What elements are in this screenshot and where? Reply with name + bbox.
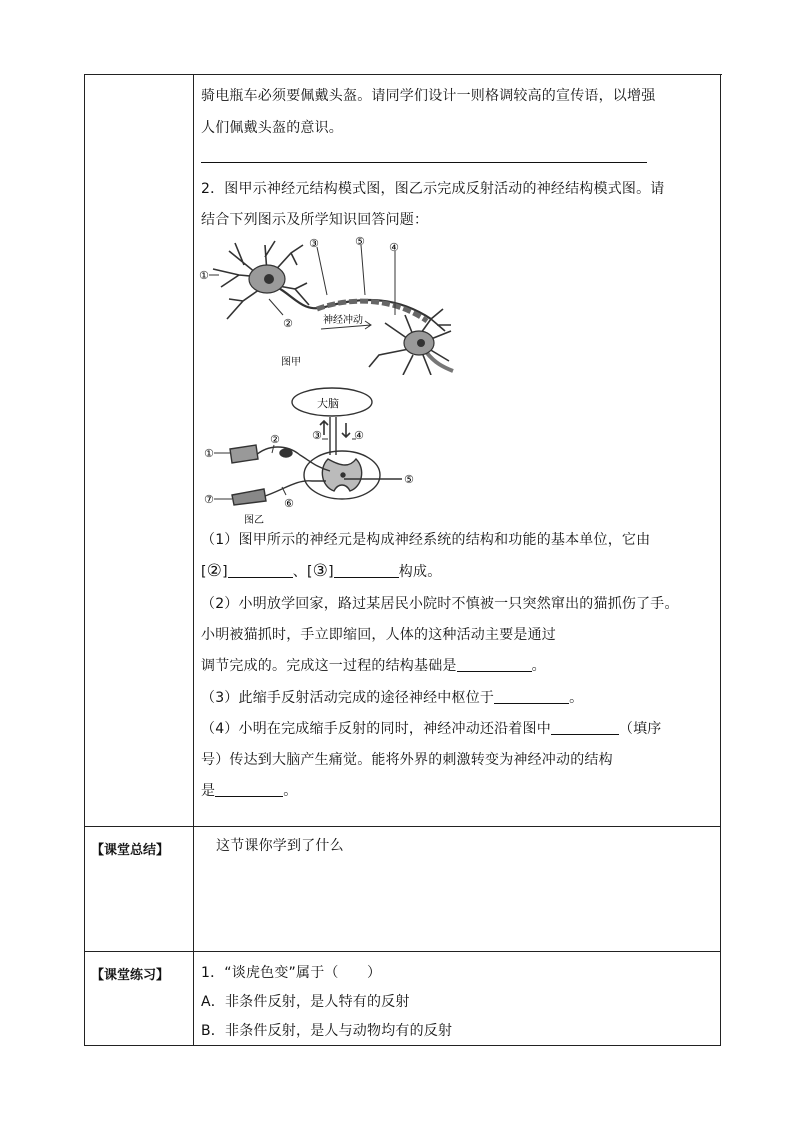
impulse-label: 神经冲动 — [323, 315, 363, 326]
figure-caption: 图乙 — [244, 515, 264, 526]
question-2-text: （2）小明放学回家，路过某居民小院时不慎被一只突然窜出的猫抓伤了手。 — [201, 596, 679, 612]
question-2-line: 2．图甲示神经元结构模式图，图乙示完成反射活动的神经结构模式图。请 — [201, 181, 665, 197]
text-fragment: 是 — [201, 783, 216, 799]
exercise-cell — [194, 75, 721, 826]
text-line: 人们佩戴头盔的意识。 — [201, 120, 343, 136]
text-fragment: 。 — [283, 783, 298, 799]
option-b[interactable]: B．非条件反射，是人与动物均有的反射 — [201, 1023, 453, 1039]
question-3-line — [201, 687, 583, 707]
figure-label: ⑦ — [204, 493, 214, 506]
summary-cell[interactable] — [194, 827, 721, 951]
question-2-blank-line — [201, 655, 546, 675]
summary-row — [85, 827, 721, 952]
row-label-empty — [85, 75, 194, 826]
bracket: ] — [222, 564, 228, 580]
text-fragment: 构成。 — [398, 564, 442, 580]
option-a[interactable]: A．非条件反射，是人特有的反射 — [201, 994, 410, 1010]
figure-label: ⑤ — [355, 235, 365, 248]
figure-label: ① — [204, 447, 214, 460]
answer-blank[interactable] — [215, 782, 283, 797]
text-fragment: 调节完成的。完成这一过程的结构基础是 — [201, 658, 457, 674]
text-fragment: 。 — [531, 658, 546, 674]
question-1-blanks — [201, 561, 441, 581]
figure-label: ⑥ — [284, 497, 294, 510]
answer-blank[interactable] — [228, 563, 293, 578]
practice-label-cell — [85, 952, 194, 1045]
summary-label-cell — [85, 827, 194, 951]
practice-row — [85, 952, 721, 1046]
question-1-text: （1）图甲所示的神经元是构成神经系统的结构和功能的基本单位，它由 — [201, 532, 651, 548]
summary-label: 【课堂总结】 — [91, 843, 170, 858]
answer-blank[interactable] — [494, 689, 569, 704]
practice-label: 【课堂练习】 — [91, 968, 170, 983]
brain-label: 大脑 — [317, 397, 339, 410]
text-fragment: （填序 — [618, 721, 662, 737]
bracket: ] — [328, 564, 334, 580]
number-2: ② — [206, 561, 223, 581]
bracket: [ — [201, 564, 207, 580]
figure-label: ④ — [389, 241, 399, 254]
figure-label: ① — [199, 269, 209, 282]
question-2-line: 结合下列图示及所学知识回答问题： — [201, 212, 429, 228]
number-3: ③ — [312, 561, 329, 581]
practice-cell — [194, 952, 721, 1045]
question-4-line — [201, 718, 662, 738]
text-line: 骑电瓶车必须要佩戴头盔。请同学们设计一则格调较高的宣传语，以增强 — [201, 88, 656, 104]
lesson-table — [84, 74, 722, 1046]
figure-reflex-arc — [204, 387, 444, 527]
question-4-blank-line — [201, 780, 297, 800]
figure-label: ② — [270, 433, 280, 446]
figure-label: ② — [283, 317, 293, 330]
answer-blank[interactable] — [457, 657, 532, 672]
figure-label: ③ — [309, 237, 319, 250]
exercise-row — [85, 75, 721, 827]
answer-line[interactable] — [201, 162, 647, 163]
answer-blank[interactable] — [551, 720, 619, 735]
text-fragment: 。 — [569, 690, 584, 706]
bracket: 、[ — [292, 564, 313, 580]
text-fragment: （4）小明在完成缩手反射的同时，神经冲动还沿着图中 — [201, 721, 551, 737]
answer-blank[interactable] — [334, 563, 399, 578]
figure-label: ⑤ — [404, 473, 414, 486]
figure-label: ③ — [312, 429, 322, 442]
figure-neuron — [199, 235, 459, 375]
summary-prompt: 这节课你学到了什么 — [216, 838, 344, 854]
practice-question: 1．“谈虎色变”属于（ ） — [201, 965, 382, 981]
text-fragment: （3）此缩手反射活动完成的途径神经中枢位于 — [201, 690, 495, 706]
figure-label: ④ — [354, 429, 364, 442]
question-4-text: 号）传达到大脑产生痛觉。能将外界的刺激转变为神经冲动的结构 — [201, 752, 613, 768]
figure-caption: 图甲 — [281, 357, 301, 368]
question-2-text: 小明被猫抓时，手立即缩回，人体的这种活动主要是通过 — [201, 627, 556, 643]
